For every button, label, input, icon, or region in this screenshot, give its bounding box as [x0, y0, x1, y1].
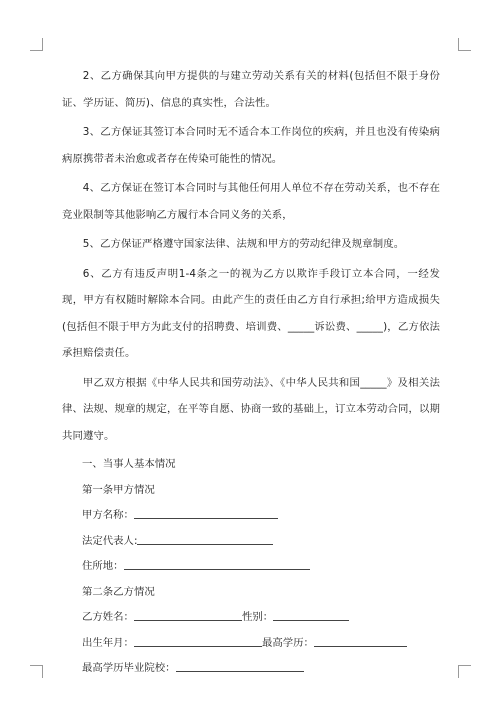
clause-3: 3、乙方保证其签订本合同时无不适合本工作岗位的疾病，并且也没有传染病病原携带者未治愈或者存在传染可能性的情况。 [62, 126, 440, 165]
gender-label: 性别： [241, 611, 274, 623]
legal-rep-blank[interactable] [137, 533, 273, 545]
legal-rep-label: 法定代表人: [82, 534, 138, 547]
legal-rep-row [62, 529, 440, 553]
school-blank[interactable] [176, 660, 304, 672]
crop-mark-top-left [30, 38, 43, 51]
education-blank[interactable] [314, 635, 407, 647]
party-a-name-blank[interactable] [134, 507, 278, 519]
party-b-name-label: 乙方姓名： [82, 611, 134, 623]
document-page [62, 63, 440, 682]
party-a-name-row [62, 503, 440, 527]
address-row [62, 554, 440, 578]
address-label: 住所地： [82, 560, 124, 572]
party-b-name-row [62, 605, 440, 629]
gender-blank[interactable] [273, 609, 349, 621]
article-1-title: 第一条甲方情况 [82, 483, 155, 496]
birth-label: 出生年月： [82, 636, 134, 649]
clause-5: 5、乙方保证严格遵守国家法律、法规和甲方的劳动纪律及规章制度。 [82, 238, 405, 250]
preamble-paragraph: 甲乙双方根据《中华人民共和国劳动法》、《中华人民共和国_____》及相关法律、法规、规章的规定，在平等自愿、协商一致的基础上，订立本劳动合同，以期共同遵守。 [62, 376, 440, 442]
section-title: 一、当事人基本情况 [82, 458, 176, 470]
education-label: 最高学历： [261, 636, 314, 649]
crop-mark-top-right [458, 38, 471, 51]
clause-2: 2、乙方确保其向甲方提供的与建立劳动关系有关的材料(包括但不限于身份证、学历证、简历)、信息的真实性，合法性。 [62, 70, 440, 109]
crop-mark-bottom-left [30, 665, 43, 678]
article-2-title: 第二条乙方情况 [82, 585, 155, 598]
address-blank[interactable] [124, 558, 310, 570]
school-label: 最高学历毕业院校： [82, 662, 176, 674]
birth-row [62, 631, 440, 655]
party-a-name-label: 甲方名称： [82, 509, 134, 521]
school-row [62, 656, 440, 680]
clause-6: 6、乙方有违反声明1-4条之一的视为乙方以欺诈手段订立本合同，一经发现，甲方有权随时解除本合同。由此产生的责任由乙方自行承担;给甲方造成损失(包括但不限于甲方为此支付的招聘费、培训费、_____诉讼费、_____)，乙方依法承担赔偿责任。 [62, 267, 440, 359]
clause-4: 4、乙方保证在签订本合同时与其他任何用人单位不存在劳动关系，也不存在竞业限制等其他影响乙方履行本合同义务的关系， [62, 182, 440, 221]
party-b-name-blank[interactable] [134, 609, 242, 621]
birth-blank[interactable] [134, 635, 262, 647]
crop-mark-bottom-right [458, 665, 471, 678]
